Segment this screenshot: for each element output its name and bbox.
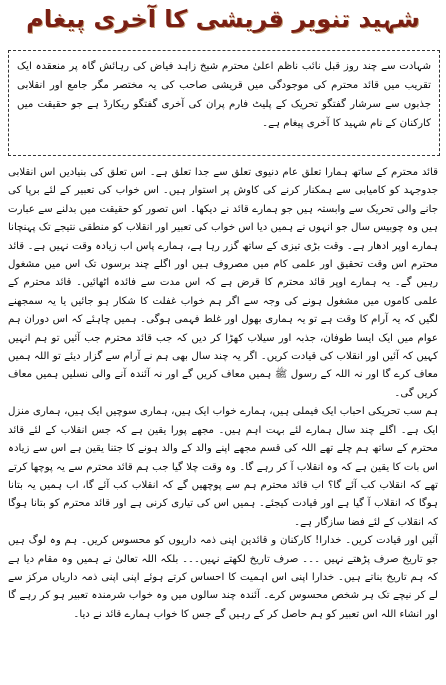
article-body bbox=[8, 164, 438, 682]
paragraph-2: ہم سب تحریکی احباب ایک فیملی ہیں، ہمارے خواب ایک ہیں، ہماری سوچیں ایک ہیں، ہماری منزل ایک ہے۔ اگلے چند سال ہمارے لئے بہت اہم ہیں۔ مجھے پورا یقین ہے کہ جس انقلاب کے لئے قائد محترم کے ساتھ ہم چلے تھے اللہ کی قسم مجھے اپنے والد کے والد ہونے کا جتنا یقین ہے اس سے زیادہ اس بات کا یقین ہے کہ وہ انقلاب آ کر رہے گا۔ وہ وقت چلا گیا جب ہم قائد محترم سے یہ پوچھا کرتے تھے کہ انقلاب کب آئے گا؟ اب قائد محترم ہم سے پوچھیں گے کہ انقلاب کب آئے گا، اب ہمیں یہ بتانا ہوگا کہ انقلاب آ گیا ہے اور قیادت کیجئے۔ ہمیں اس کی تیاری کرنی ہے اور قائد محترم کو بتانا ہوگا کہ انقلاب کے لئے فضا سازگار ہے۔ bbox=[8, 406, 438, 528]
paragraph-3: آئیں اور قیادت کریں۔ خدارا! کارکنان و قائدین اپنی ذمہ داریوں کو محسوس کریں۔ ہم وہ لوگ ہیں جو تاریخ صرف پڑھتے نہیں ۔۔۔ صرف تاریخ لکھتے نہیں۔۔۔ بلکہ اللہ تعالیٰ نے ہمیں وہ مقام دیا ہے کہ ہم تاریخ بناتے ہیں۔ خدارا اپنی اس اہمیت کا احساس کرتے ہوئے اپنی اپنی ذمہ داریاں مرکز سے لے کر نیچے تک ہر شخص محسوس کرے۔ آئندہ چند سالوں میں وہ خواب شرمندہ تعبیر ہو کر رہے گا اور انشاء اللہ اس تعبیر کو ہم حاصل کر کے رہیں گے جس کا خواب ہمارے قائد نے دیا۔ bbox=[8, 535, 438, 620]
intro-box bbox=[8, 50, 440, 156]
intro-text: شہادت سے چند روز قبل نائب ناظم اعلیٰ محترم شیخ زاہد فیاض کی رہائش گاہ پر منعقدہ ایک تقریب میں قائد محترم کی موجودگی میں قریشی صاحب کی یہ مختصر مگر جامع اور انقلابی جذبوں سے سرشار گفتگو تحریک کے پلیٹ فارم پران کی آخری گفتگو ریکارڈ ہے جو حقیقت میں کارکنان کے نام شہید کا آخری پیغام ہے۔ bbox=[17, 61, 431, 129]
page-title: شہید تنویر قریشی کا آخری پیغام bbox=[26, 5, 420, 33]
paragraph-1: قائد محترم کے ساتھ ہمارا تعلق عام دنیوی تعلق سے جدا تعلق ہے۔ اس تعلق کی بنیادیں اس انقلابی جدوجہد کو کامیابی سے ہمکنار کرنے کی کاوش پر استوار ہیں۔ اس خواب کی تعبیر کے لئے برپا کی جانے والی تحریک سے وابستہ ہیں جو ہمارے قائد نے دیکھا۔ اس تصور کو حقیقت میں بدلنے سے عبارت ہیں وہ چوبیس سال جو انہوں نے ہمیں دیا اس خواب کی تعبیر اور انقلاب کو منطقی نتیجے تک پہنچانا ہمارے اوپر ادھار ہے۔ وقت بڑی تیزی کے ساتھ گزر رہا ہے، ہمارے پاس اب زیادہ وقت نہیں ہے۔ قائد محترم اس وقت تحقیق اور علمی کام میں مصروف ہیں اور اگلے چند برسوں تک اس میں مشغول رہیں گے۔ یہ ہمارے اوپر قائد محترم کا قرض ہے کہ اس مدت سے فائدہ اٹھائیں۔ قائد محترم کے علمی کاموں میں مشغول ہونے کی وجہ سے اگر ہم خواب غفلت کا شکار ہو جائیں یا یہ سمجھنے لگیں کہ یہ آرام کا وقت ہے تو یہ ہماری بھول اور غلط فہمی ہوگی۔ ہمیں چاہئے کہ اس دوران ہم عوام میں ایک ایسا طوفان، جذبہ اور سیلاب کھڑا کر دیں کہ جب قائد محترم جب آئیں تو ہم انہیں کہیں کہ آئیں اور انقلاب کی قیادت کریں۔ اگر یہ چند سال بھی ہم نے آرام سے گزار دیئے تو اللہ ہمیں معاف کرے گا اور نہ اللہ کے رسول ﷺ ہمیں معاف کریں گے اور نہ آئندہ آنے والی نسلیں ہمیں معاف کریں گی۔ bbox=[8, 167, 438, 399]
